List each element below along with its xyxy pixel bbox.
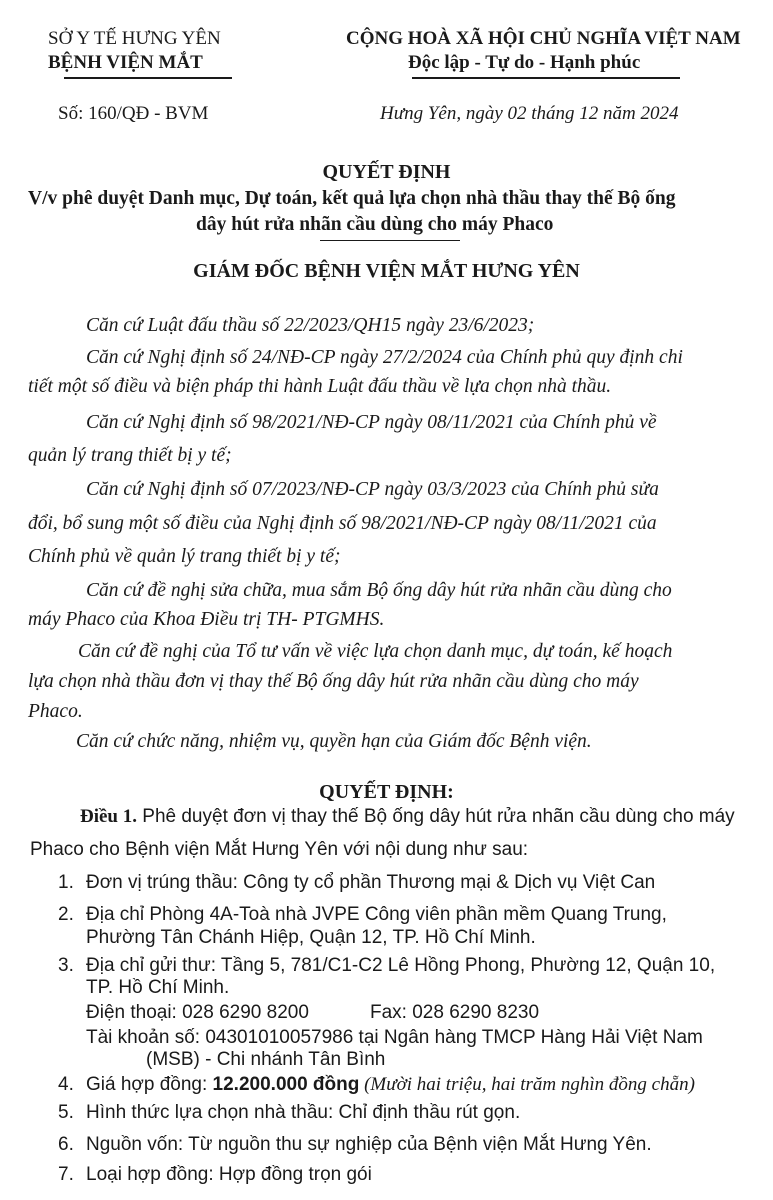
item-number: 5. (58, 1102, 74, 1123)
item-number: 1. (58, 872, 74, 893)
basis-line-14: Căn cứ chức năng, nhiệm vụ, quyền hạn của Giám đốc Bệnh viện. (76, 731, 592, 752)
motto-underline (412, 77, 680, 79)
ministry-name: SỞ Y TẾ HƯNG YÊN (48, 28, 221, 49)
contract-price: 12.200.000 đồng (212, 1074, 360, 1095)
basis-line-3: tiết một số điều và biện pháp thi hành Luật đấu thầu về lựa chọn nhà thầu. (28, 376, 612, 397)
basis-line-2: Căn cứ Nghị định số 24/NĐ-CP ngày 27/2/2024 của Chính phủ quy định chi (86, 347, 683, 368)
bank-account-line-1: Tài khoản số: 04301010057986 tại Ngân hàng TMCP Hàng Hải Việt Nam (86, 1027, 703, 1048)
item-number: 2. (58, 904, 74, 925)
basis-line-6: Căn cứ Nghị định số 07/2023/NĐ-CP ngày 03/3/2023 của Chính phủ sửa (86, 479, 659, 500)
basis-line-5: quản lý trang thiết bị y tế; (28, 445, 232, 466)
list-item (58, 1134, 652, 1156)
decision-heading: QUYẾT ĐỊNH: (319, 781, 454, 803)
item-label: Giá hợp đồng: (86, 1074, 213, 1095)
basis-line-12: lựa chọn nhà thầu đơn vị thay thế Bộ ống dây hút rửa nhãn cầu dùng cho máy (28, 671, 639, 692)
list-item (58, 904, 667, 926)
issuing-authority: GIÁM ĐỐC BỆNH VIỆN MẮT HƯNG YÊN (193, 260, 580, 282)
place-and-date: Hưng Yên, ngày 02 tháng 12 năm 2024 (380, 103, 679, 124)
hospital-name: BỆNH VIỆN MẮT (48, 52, 203, 73)
subject-line-1: V/v phê duyệt Danh mục, Dự toán, kết quả lựa chọn nhà thầu thay thế Bộ ống (28, 188, 676, 209)
document-number: Số: 160/QĐ - BVM (58, 103, 209, 124)
list-item (58, 1102, 520, 1124)
national-motto: Độc lập - Tự do - Hạnh phúc (408, 52, 641, 73)
phone-number: Điện thoại: 028 6290 8200 (86, 1002, 309, 1023)
list-item (58, 1164, 372, 1186)
article-1-label: Điều 1. (80, 806, 137, 827)
article-1-text: Phê duyệt đơn vị thay thế Bộ ống dây hút rửa nhãn cầu dùng cho máy (137, 806, 735, 827)
document-type-heading: QUYẾT ĐỊNH (322, 161, 451, 183)
item-text: Địa chỉ gửi thư: Tầng 5, 781/C1-C2 Lê Hồng Phong, Phường 12, Quận 10, (86, 955, 716, 976)
list-item (58, 1074, 695, 1096)
basis-line-7: đổi, bổ sung một số điều của Nghị định số 98/2021/NĐ-CP ngày 08/11/2021 của (28, 513, 657, 534)
basis-line-13: Phaco. (28, 701, 83, 722)
item-continuation: Phường Tân Chánh Hiệp, Quận 12, TP. Hồ Chí Minh. (86, 927, 536, 948)
basis-line-10: máy Phaco của Khoa Điều trị TH- PTGMHS. (28, 609, 385, 630)
item-text: Đơn vị trúng thầu: Công ty cổ phần Thương mại & Dịch vụ Việt Can (86, 872, 656, 893)
item-number: 6. (58, 1134, 74, 1155)
item-text: Địa chỉ Phòng 4A-Toà nhà JVPE Công viên phần mềm Quang Trung, (86, 904, 667, 925)
hospital-name-underline (64, 77, 232, 79)
list-item (58, 872, 655, 894)
basis-line-9: Căn cứ đề nghị sửa chữa, mua sắm Bộ ống dây hút rửa nhãn cầu dùng cho (86, 580, 672, 601)
article-1-continuation: Phaco cho Bệnh viện Mắt Hưng Yên với nội dung như sau: (30, 839, 529, 860)
basis-line-11: Căn cứ đề nghị của Tổ tư vấn về việc lựa chọn danh mục, dự toán, kế hoạch (78, 641, 673, 662)
item-text: Hình thức lựa chọn nhà thầu: Chỉ định thầu rút gọn. (86, 1102, 521, 1123)
item-number: 7. (58, 1164, 74, 1185)
country-name: CỘNG HOÀ XÃ HỘI CHỦ NGHĨA VIỆT NAM (346, 28, 741, 49)
basis-line-8: Chính phủ về quản lý trang thiết bị y tế; (28, 546, 341, 567)
article-1-line (80, 806, 735, 828)
item-text: Loại hợp đồng: Hợp đồng trọn gói (86, 1164, 372, 1185)
item-continuation: TP. Hồ Chí Minh. (86, 977, 230, 998)
subject-underline (320, 240, 460, 241)
item-number: 4. (58, 1074, 74, 1095)
item-number: 3. (58, 955, 74, 976)
list-item (58, 955, 715, 977)
bank-account-line-2: (MSB) - Chi nhánh Tân Bình (146, 1049, 386, 1070)
item-text: Nguồn vốn: Từ nguồn thu sự nghiệp của Bệnh viện Mắt Hưng Yên. (86, 1134, 652, 1155)
subject-line-2: dây hút rửa nhãn cầu dùng cho máy Phaco (196, 214, 554, 235)
basis-line-1: Căn cứ Luật đấu thầu số 22/2023/QH15 ngày 23/6/2023; (86, 315, 535, 336)
fax-number: Fax: 028 6290 8230 (370, 1002, 540, 1023)
price-in-words: (Mười hai triệu, hai trăm nghìn đồng chẵn) (359, 1074, 695, 1095)
basis-line-4: Căn cứ Nghị định số 98/2021/NĐ-CP ngày 08/11/2021 của Chính phủ về (86, 412, 657, 433)
